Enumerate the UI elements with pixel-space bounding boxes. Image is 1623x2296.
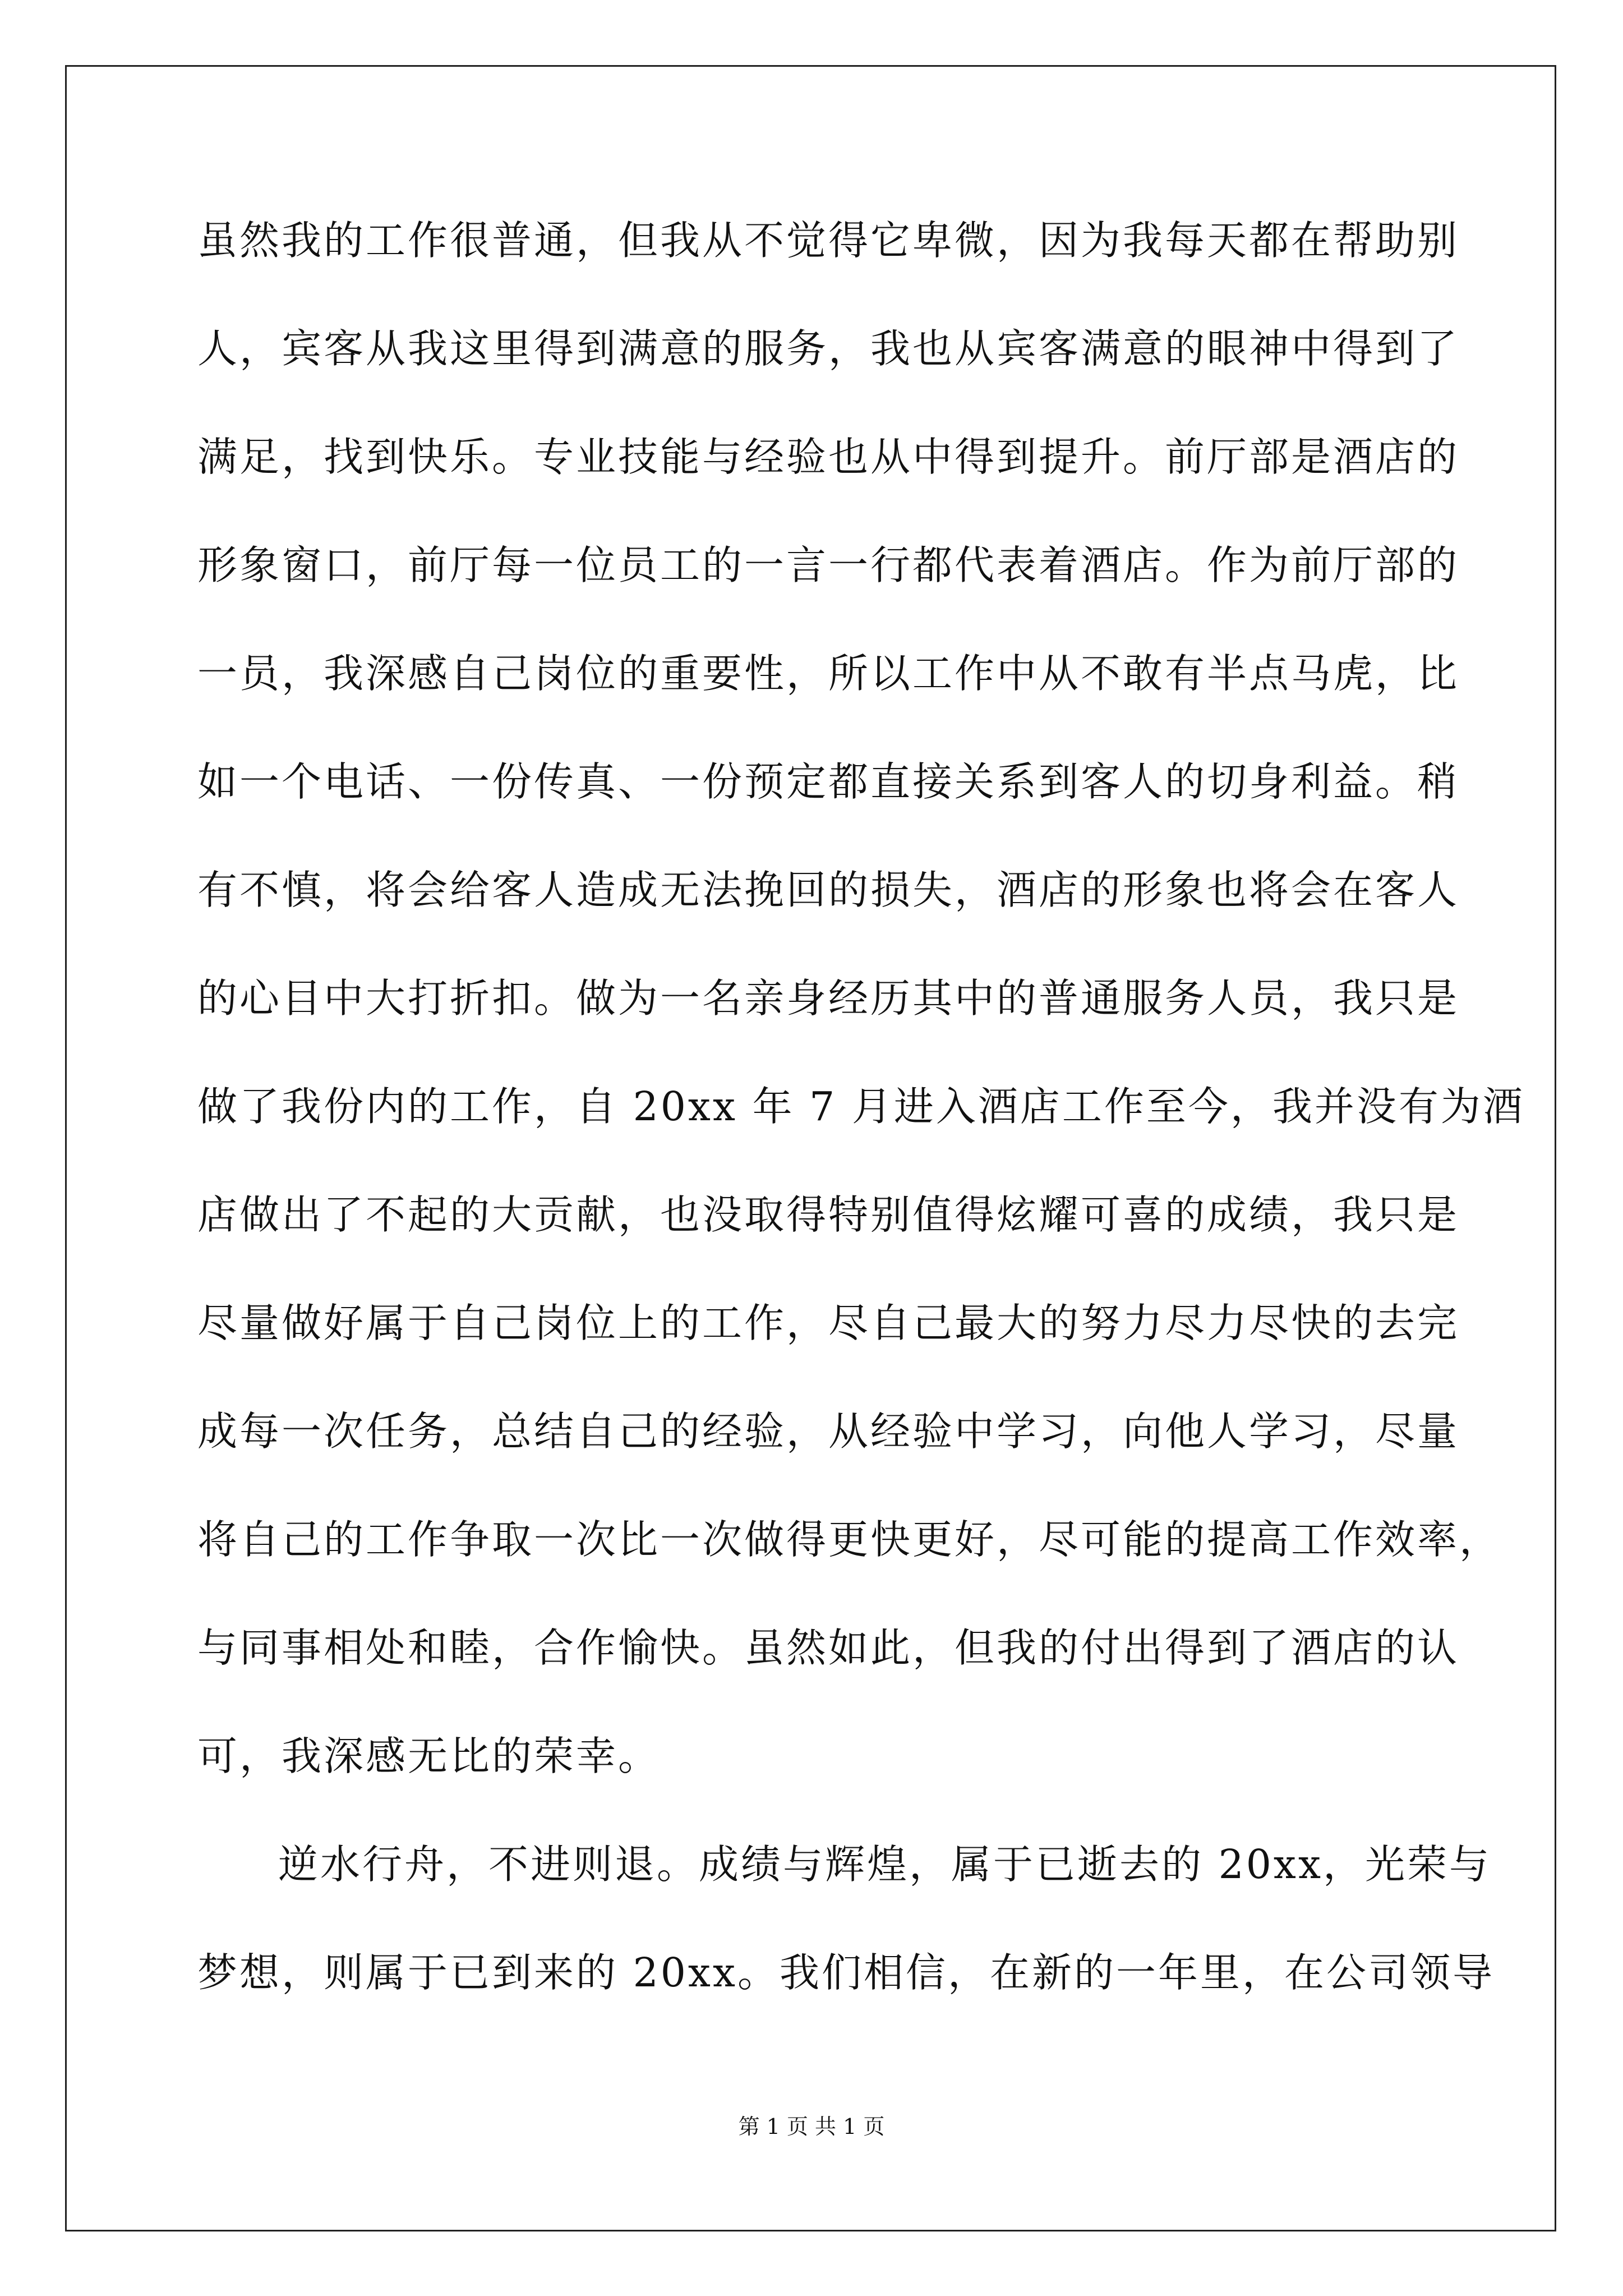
text-line: 虽然我的工作很普通，但我从不觉得它卑微，因为我每天都在帮助别 bbox=[197, 217, 1460, 264]
text-line: 与同事相处和睦，合作愉快。虽然如此，但我的付出得到了酒店的认 bbox=[197, 1625, 1460, 1671]
text-line: 满足，找到快乐。专业技能与经验也从中得到提升。前厅部是酒店的 bbox=[197, 434, 1460, 480]
text-line: 梦想，则属于已到来的 20xx。我们相信，在新的一年里，在公司领导 bbox=[197, 1949, 1495, 1996]
text-line: 将自己的工作争取一次比一次做得更快更好，尽可能的提高工作效率， bbox=[197, 1516, 1502, 1563]
text-line: 店做出了不起的大贡献，也没取得特别值得炫耀可喜的成绩，我只是 bbox=[197, 1191, 1460, 1238]
text-line: 形象窗口，前厅每一位员工的一言一行都代表着酒店。作为前厅部的 bbox=[197, 542, 1460, 588]
text-line: 做了我份内的工作，自 20xx 年 7 月进入酒店工作至今，我并没有为酒 bbox=[197, 1083, 1525, 1130]
paragraph-first-line: 逆水行舟，不进则退。成绩与辉煌，属于已逝去的 20xx，光荣与 bbox=[278, 1841, 1491, 1888]
page-footer: 第 1 页 共 1 页 bbox=[738, 2114, 885, 2139]
text-line: 如一个电话、一份传真、一份预定都直接关系到客人的切身利益。稍 bbox=[197, 758, 1460, 805]
text-line: 的心目中大打折扣。做为一名亲身经历其中的普通服务人员，我只是 bbox=[197, 975, 1460, 1022]
document-body bbox=[197, 215, 1525, 2055]
text-line: 尽量做好属于自己岗位上的工作，尽自己最大的努力尽力尽快的去完 bbox=[197, 1300, 1460, 1346]
text-line: 一员，我深感自己岗位的重要性，所以工作中从不敢有半点马虎，比 bbox=[197, 650, 1460, 697]
text-line: 有不慎，将会给客人造成无法挽回的损失，酒店的形象也将会在客人 bbox=[197, 867, 1460, 913]
text-line: 成每一次任务，总结自己的经验，从经验中学习，向他人学习，尽量 bbox=[197, 1408, 1460, 1455]
text-line: 可，我深感无比的荣幸。 bbox=[197, 1733, 661, 1779]
text-line: 人，宾客从我这里得到满意的服务，我也从宾客满意的眼神中得到了 bbox=[197, 325, 1460, 372]
